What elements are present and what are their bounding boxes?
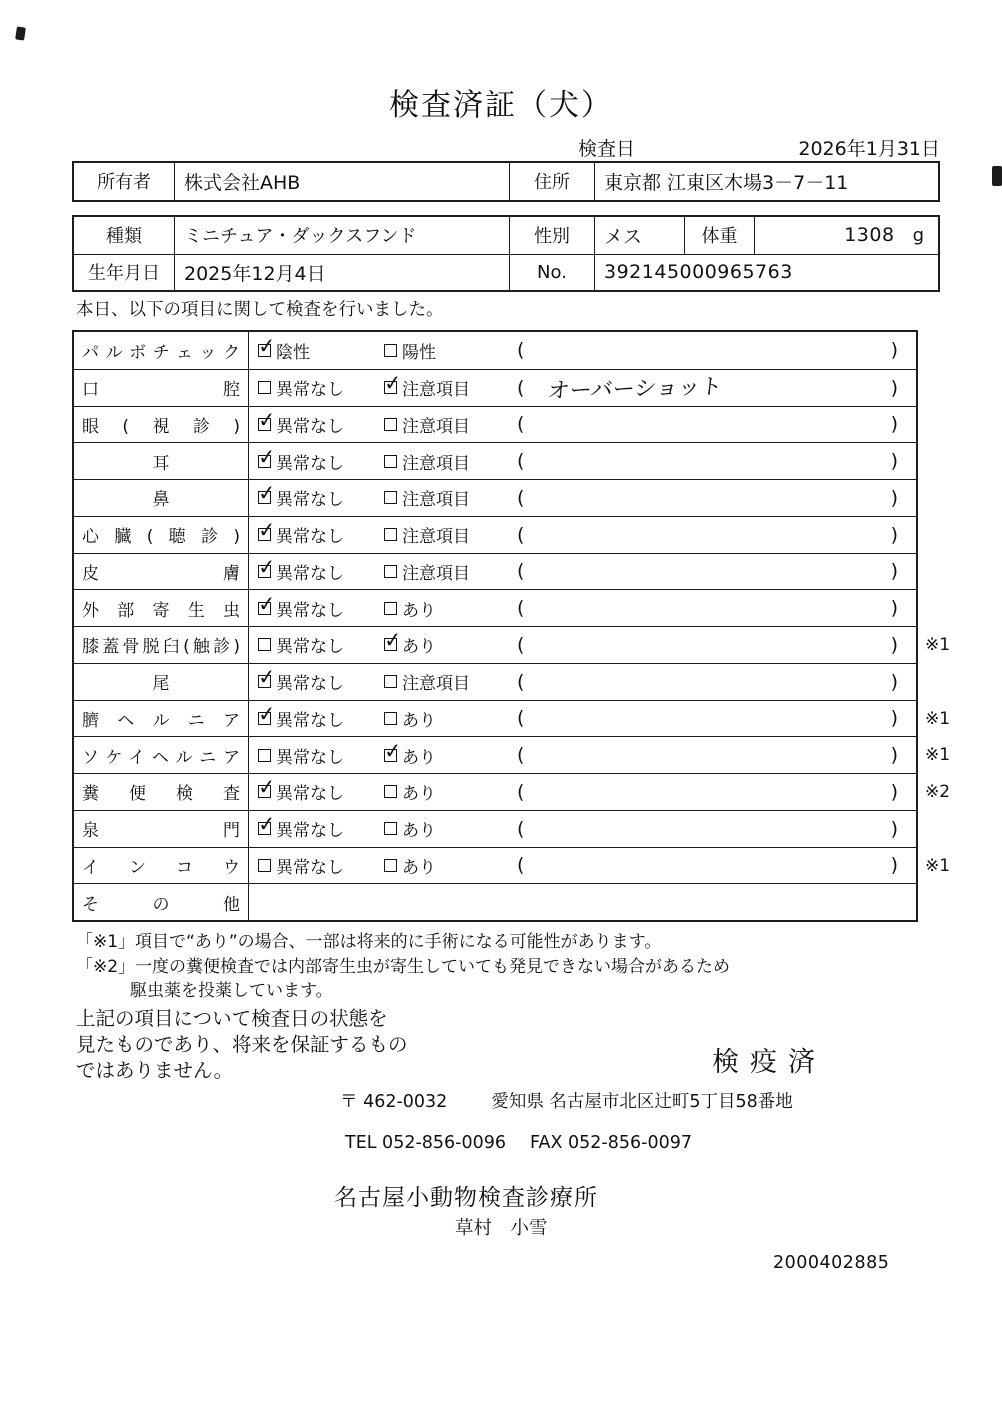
option xyxy=(249,517,382,553)
inspection-row xyxy=(74,626,951,663)
paren-open: ( xyxy=(517,560,525,583)
inspection-note-cell xyxy=(512,370,916,406)
inspection-row xyxy=(74,847,951,884)
inspection-note-cell xyxy=(512,590,916,626)
inspection-row xyxy=(74,589,916,626)
checkbox-unchecked-icon xyxy=(384,602,397,615)
paren-close: ) xyxy=(890,450,898,473)
checkbox-checked-icon xyxy=(258,675,271,688)
option xyxy=(382,774,512,810)
option xyxy=(382,627,512,663)
inspection-item-label-text: 耳 xyxy=(152,453,170,474)
inspection-note-cell xyxy=(512,332,916,369)
checkbox-unchecked-icon xyxy=(258,859,271,872)
paren-open: ( xyxy=(517,413,525,436)
paren-close: ) xyxy=(890,744,898,767)
option-label: 陽性 xyxy=(402,342,436,363)
inspection-note-cell xyxy=(512,848,916,884)
option-label: 異常なし xyxy=(276,563,344,584)
inspection-note-cell xyxy=(512,443,916,479)
paren-open: ( xyxy=(517,523,525,546)
option-label: あり xyxy=(402,747,436,768)
option-label: 注意項目 xyxy=(402,563,470,584)
inspection-item-label xyxy=(74,590,249,626)
sex-label: 性別 xyxy=(510,217,595,254)
paren-open: ( xyxy=(517,633,525,656)
option xyxy=(382,701,512,737)
inspection-table xyxy=(72,330,951,922)
option-label: 注意項目 xyxy=(402,490,470,511)
inspection-item-label xyxy=(74,701,249,737)
inspection-item-label-text: 泉門 xyxy=(82,821,240,842)
option xyxy=(249,590,382,626)
clinic-contact-line xyxy=(345,1133,692,1153)
inspection-item-label-text: 皮膚 xyxy=(82,563,240,584)
disclaimer-line-1: 上記の項目について検査日の状態を xyxy=(76,1007,388,1030)
paren-close: ) xyxy=(890,376,898,399)
paren-close: ) xyxy=(890,854,898,877)
clinic-name: 名古屋小動物検査診療所 xyxy=(334,1185,598,1211)
option xyxy=(382,811,512,847)
paren-open: ( xyxy=(517,597,525,620)
owner-value: 株式会社AHB xyxy=(175,163,510,200)
option xyxy=(382,370,512,406)
checkbox-checked-icon xyxy=(258,418,271,431)
inspection-item-label-text: 糞便検査 xyxy=(82,784,240,805)
paren-open: ( xyxy=(517,450,525,473)
row-footnote-mark: ※1 xyxy=(925,745,951,766)
option-label: 異常なし xyxy=(276,380,344,401)
checkbox-unchecked-icon xyxy=(258,638,271,651)
inspection-item-label xyxy=(74,884,249,920)
owner-table xyxy=(72,161,940,202)
paren-open: ( xyxy=(517,376,525,399)
option-label: 異常なし xyxy=(276,710,344,731)
option-label: 注意項目 xyxy=(402,416,470,437)
checkbox-unchecked-icon xyxy=(384,418,397,431)
footnote-2-line1: 「※2」一度の糞便検査では内部寄生虫が寄生していても発見できない場合があるため xyxy=(76,957,731,977)
checkbox-unchecked-icon xyxy=(384,785,397,798)
inspection-item-label xyxy=(74,664,249,700)
option xyxy=(249,811,382,847)
option-label: 異常なし xyxy=(276,784,344,805)
inspection-note-cell xyxy=(512,480,916,516)
inspection-row xyxy=(74,479,916,516)
inspection-date-value: 2026年1月31日 xyxy=(798,138,940,160)
paren-open: ( xyxy=(517,670,525,693)
option-label: あり xyxy=(402,857,436,878)
option-label: 異常なし xyxy=(276,416,344,437)
paren-close: ) xyxy=(890,670,898,693)
option-label: 異常なし xyxy=(276,747,344,768)
inspection-item-label xyxy=(74,737,249,773)
breed-label: 種類 xyxy=(74,217,175,254)
inspection-note-cell xyxy=(512,627,916,663)
footnote-2-line2: 駆虫薬を投薬しています。 xyxy=(130,981,333,1001)
clinic-tel: TEL 052-856-0096 xyxy=(345,1133,507,1153)
weight-unit: g xyxy=(912,224,924,246)
paren-open: ( xyxy=(517,854,525,877)
inspection-row xyxy=(74,406,916,443)
inspection-item-label xyxy=(74,774,249,810)
option xyxy=(382,443,512,479)
inspection-row xyxy=(74,553,916,590)
disclaimer-line-2: 見たものであり、将来を保証するもの xyxy=(76,1033,408,1056)
checkbox-checked-icon xyxy=(258,491,271,504)
empty-cell xyxy=(249,884,916,920)
option xyxy=(382,554,512,590)
checkbox-checked-icon xyxy=(258,528,271,541)
inspection-note-cell xyxy=(512,774,916,810)
inspection-row xyxy=(74,810,916,847)
checkbox-checked-icon xyxy=(384,749,397,762)
paren-close: ) xyxy=(890,780,898,803)
option xyxy=(249,407,382,443)
inspection-note-cell xyxy=(512,701,916,737)
option xyxy=(382,407,512,443)
paren-open: ( xyxy=(517,780,525,803)
footnote-1: 「※1」項目で“あり”の場合、一部は将来的に手術になる可能性があります。 xyxy=(76,932,662,952)
inspection-item-label xyxy=(74,517,249,553)
registration-no-label: No. xyxy=(510,255,595,291)
clinic-address-line xyxy=(340,1088,793,1113)
inspection-item-label xyxy=(74,332,249,369)
option xyxy=(382,517,512,553)
option-label: あり xyxy=(402,710,436,731)
inspection-item-label-text: 膝蓋骨脱臼(触診) xyxy=(82,637,240,658)
paren-close: ) xyxy=(890,560,898,583)
clinic-fax: FAX 052-856-0097 xyxy=(530,1133,692,1153)
paren-open: ( xyxy=(517,744,525,767)
checkbox-checked-icon xyxy=(384,381,397,394)
paren-close: ) xyxy=(890,707,898,730)
option xyxy=(382,848,512,884)
paren-close: ) xyxy=(890,486,898,509)
checkbox-checked-icon xyxy=(258,455,271,468)
inspection-row xyxy=(74,369,916,406)
inspection-item-label-text: 尾 xyxy=(152,674,170,695)
inspection-row xyxy=(74,700,951,737)
weight-value-cell xyxy=(755,217,938,254)
registration-no-value: 392145000965763 xyxy=(604,261,793,284)
clinic-address: 愛知県 名古屋市北区辻町5丁目58番地 xyxy=(491,1092,793,1112)
option-label: あり xyxy=(402,784,436,805)
option-label: 注意項目 xyxy=(402,380,470,401)
option-label: 異常なし xyxy=(276,821,344,842)
paren-close: ) xyxy=(890,523,898,546)
checkbox-unchecked-icon xyxy=(384,712,397,725)
inspection-item-label xyxy=(74,554,249,590)
option-label: 異常なし xyxy=(276,637,344,658)
checkbox-unchecked-icon xyxy=(258,381,271,394)
option-label: 異常なし xyxy=(276,857,344,878)
checkbox-unchecked-icon xyxy=(384,675,397,688)
option-label: 異常なし xyxy=(276,600,344,621)
checkbox-unchecked-icon xyxy=(384,859,397,872)
intro-text: 本日、以下の項目に関して検査を行いました。 xyxy=(76,300,444,320)
inspection-item-label-text: 眼(視診) xyxy=(82,416,240,437)
paren-open: ( xyxy=(517,817,525,840)
row-footnote-mark: ※1 xyxy=(925,855,951,876)
serial-number: 2000402885 xyxy=(773,1253,890,1273)
option xyxy=(382,480,512,516)
paren-open: ( xyxy=(517,486,525,509)
weight-value: 1308 xyxy=(844,224,895,247)
handwritten-note: オーバーショット xyxy=(546,374,724,405)
checkbox-checked-icon xyxy=(258,602,271,615)
inspection-item-label-text: 口腔 xyxy=(82,380,240,401)
sex-value: メス xyxy=(595,217,685,254)
inspection-row xyxy=(74,442,916,479)
address-label: 住所 xyxy=(510,163,595,200)
option-label: 陰性 xyxy=(276,342,310,363)
inspection-item-label xyxy=(74,370,249,406)
inspection-date-label: 検査日 xyxy=(578,138,636,160)
option xyxy=(249,627,382,663)
inspection-item-label-text: 鼻 xyxy=(152,490,170,511)
inspection-item-label-text: インコウ xyxy=(82,857,240,878)
inspection-row xyxy=(74,736,951,773)
veterinarian-name: 草村 小雪 xyxy=(455,1218,548,1239)
option xyxy=(382,737,512,773)
document-title: 検査済証（犬） xyxy=(389,88,613,123)
option xyxy=(249,737,382,773)
inspection-note-cell xyxy=(512,407,916,443)
option-label: 異常なし xyxy=(276,527,344,548)
checkbox-unchecked-icon xyxy=(384,528,397,541)
checkbox-unchecked-icon xyxy=(384,822,397,835)
option xyxy=(249,554,382,590)
checkbox-checked-icon xyxy=(384,638,397,651)
option-label: 注意項目 xyxy=(402,453,470,474)
option-label: 異常なし xyxy=(276,453,344,474)
inspection-item-label xyxy=(74,407,249,443)
checkbox-checked-icon xyxy=(258,565,271,578)
birthdate-value: 2025年12月4日 xyxy=(175,255,510,291)
birthdate-label: 生年月日 xyxy=(74,255,175,291)
option-label: あり xyxy=(402,600,436,621)
inspection-item-label xyxy=(74,811,249,847)
inspection-note-cell xyxy=(512,517,916,553)
option-label: 注意項目 xyxy=(402,674,470,695)
inspection-item-label-text: その他 xyxy=(82,894,240,915)
checkbox-checked-icon xyxy=(258,822,271,835)
inspection-item-label-text: 臍ヘルニア xyxy=(82,710,240,731)
inspection-item-label-text: ソケイヘルニア xyxy=(82,747,240,768)
weight-label: 体重 xyxy=(685,217,755,254)
quarantine-stamp: 検疫済 xyxy=(712,1047,826,1078)
paren-close: ) xyxy=(890,633,898,656)
paren-close: ) xyxy=(890,817,898,840)
inspection-note-cell xyxy=(512,811,916,847)
inspection-row xyxy=(74,773,951,810)
paren-close: ) xyxy=(890,597,898,620)
inspection-item-label-text: 心臓(聴診) xyxy=(82,527,240,548)
option xyxy=(249,848,382,884)
address-value: 東京都 江東区木場3－7－11 xyxy=(604,171,849,194)
inspection-row xyxy=(74,332,916,369)
inspection-item-label xyxy=(74,480,249,516)
checkbox-unchecked-icon xyxy=(384,344,397,357)
checkbox-unchecked-icon xyxy=(258,749,271,762)
scan-artifact xyxy=(15,26,26,40)
inspection-row xyxy=(74,663,916,700)
row-footnote-mark: ※1 xyxy=(925,708,951,729)
option xyxy=(249,480,382,516)
option xyxy=(249,701,382,737)
inspection-row xyxy=(74,516,916,553)
option xyxy=(382,590,512,626)
paren-open: ( xyxy=(517,339,525,362)
option xyxy=(249,664,382,700)
owner-label: 所有者 xyxy=(74,163,175,200)
inspection-note-cell xyxy=(512,737,916,773)
option xyxy=(382,664,512,700)
paren-close: ) xyxy=(890,339,898,362)
checkbox-unchecked-icon xyxy=(384,565,397,578)
paren-close: ) xyxy=(890,413,898,436)
option-label: 注意項目 xyxy=(402,527,470,548)
disclaimer-line-3: ではありません。 xyxy=(76,1059,234,1082)
inspection-row xyxy=(74,883,916,920)
inspection-item-label xyxy=(74,443,249,479)
inspection-note-cell xyxy=(512,554,916,590)
option-label: あり xyxy=(402,637,436,658)
disclaimer-text xyxy=(76,1006,408,1084)
checkbox-checked-icon xyxy=(258,785,271,798)
row-footnote-mark: ※2 xyxy=(925,782,951,802)
option-label: 異常なし xyxy=(276,674,344,695)
option xyxy=(249,774,382,810)
checkbox-unchecked-icon xyxy=(384,455,397,468)
inspection-item-label-text: 外部寄生虫 xyxy=(82,600,240,621)
checkbox-unchecked-icon xyxy=(384,491,397,504)
option-label: 異常なし xyxy=(276,490,344,511)
inspection-item-label xyxy=(74,848,249,884)
option xyxy=(382,332,512,369)
inspection-note-cell xyxy=(512,664,916,700)
inspection-item-label xyxy=(74,627,249,663)
scan-artifact xyxy=(992,166,1002,186)
pet-table xyxy=(72,215,940,292)
clinic-postal-code: 〒 462-0032 xyxy=(340,1092,448,1112)
checkbox-checked-icon xyxy=(258,344,271,357)
option xyxy=(249,332,382,369)
row-footnote-mark: ※1 xyxy=(925,635,951,655)
option xyxy=(249,370,382,406)
option-label: あり xyxy=(402,821,436,842)
checkbox-checked-icon xyxy=(258,712,271,725)
option xyxy=(249,443,382,479)
paren-open: ( xyxy=(517,707,525,730)
inspection-item-label-text: パルボチェック xyxy=(82,342,240,363)
breed-value: ミニチュア・ダックスフンド xyxy=(175,217,510,254)
